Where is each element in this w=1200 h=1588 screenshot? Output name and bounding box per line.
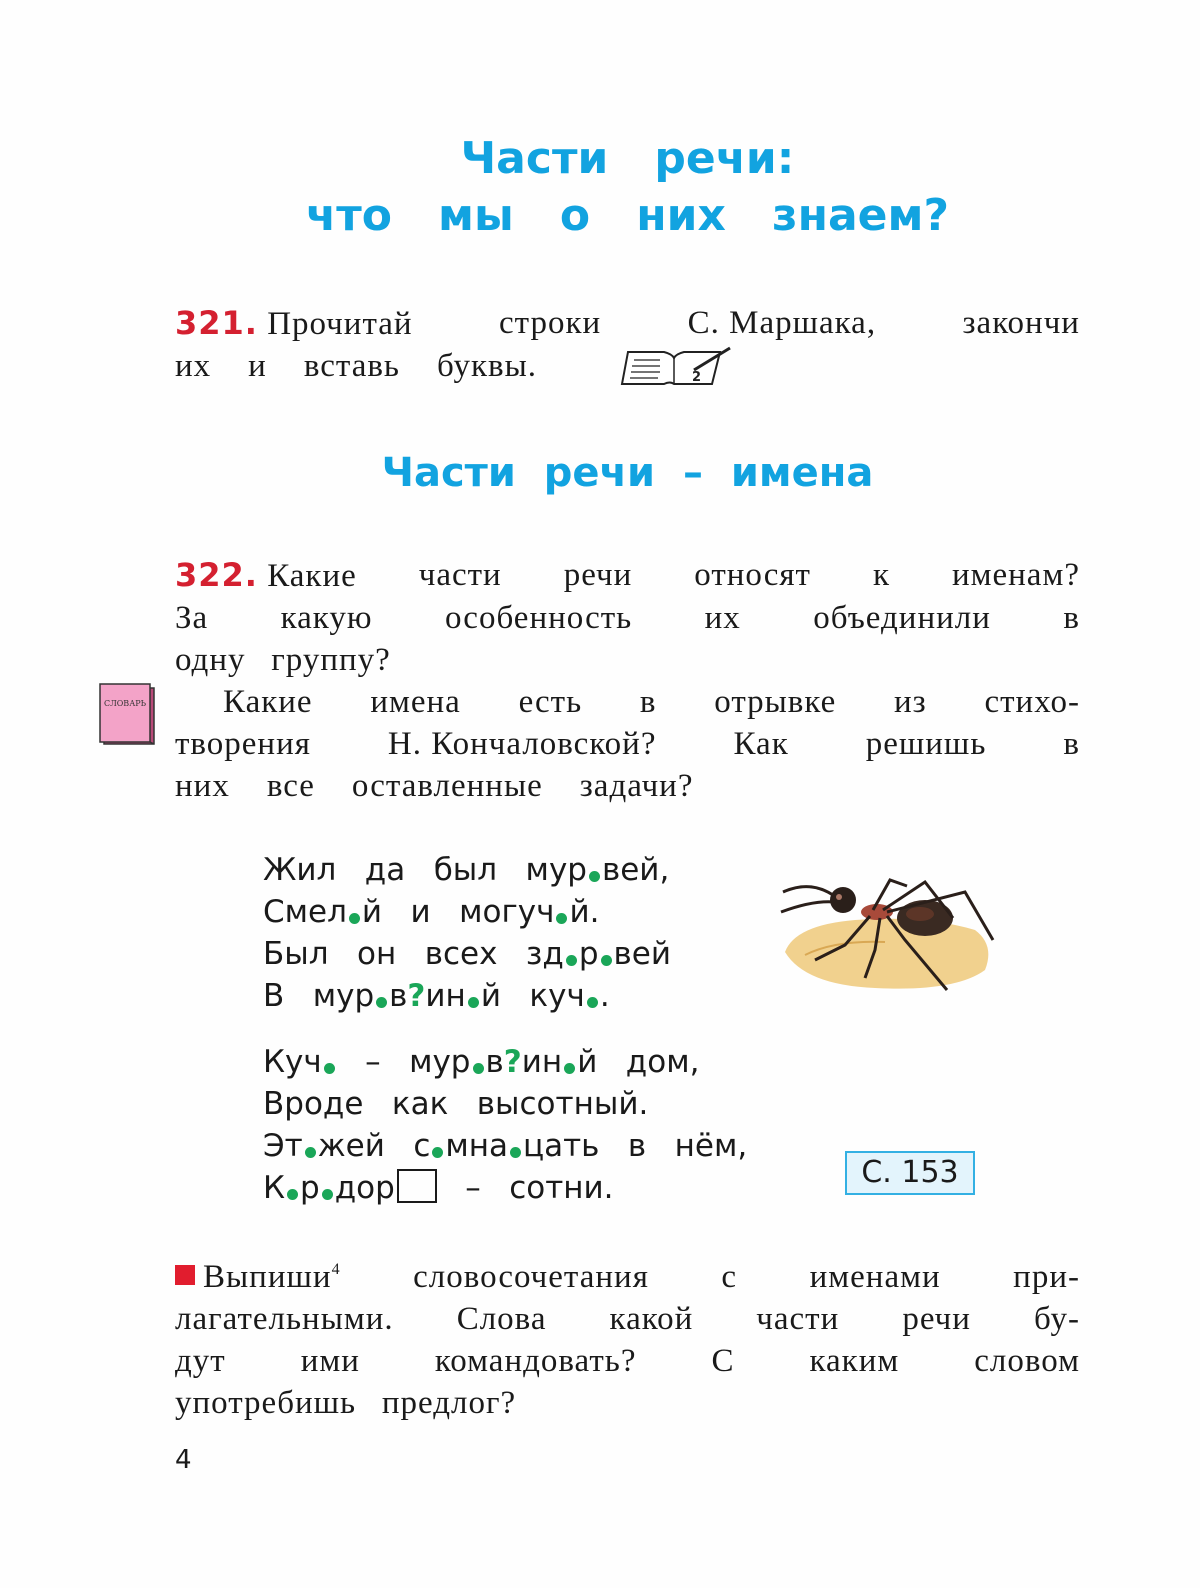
poem-text: р (578, 936, 599, 972)
word: командовать? (434, 1343, 637, 1379)
task-block (175, 1256, 1080, 1424)
poem-text: Эт (263, 1128, 303, 1164)
exercise-number: 321. (175, 304, 258, 342)
word: буквы. (436, 348, 538, 384)
word: части (418, 557, 502, 593)
word: все (266, 768, 315, 804)
word: стихо- (984, 684, 1080, 720)
poem-text: й и могуч (361, 894, 555, 930)
word: них (175, 768, 230, 804)
word: именам? (951, 557, 1080, 593)
poem-text: дор (334, 1170, 395, 1206)
word: именами (809, 1259, 941, 1295)
poem-text: й куч (480, 978, 585, 1014)
dictionary-book-icon (98, 682, 158, 748)
missing-letter-dot (601, 955, 612, 966)
word: и (248, 348, 267, 384)
word: при- (1013, 1259, 1080, 1295)
word: С (711, 1343, 735, 1379)
word: в (639, 684, 657, 720)
poem-text: Был он всех зд (263, 936, 564, 972)
poem-text: . (599, 978, 610, 1014)
workbook-label: 2 (692, 370, 702, 385)
exercise-number: 322. (175, 556, 258, 594)
word: имена (370, 684, 461, 720)
word: в (1063, 600, 1080, 636)
word: Как (733, 726, 789, 762)
text-line: одну группу? (175, 642, 391, 678)
dictionary-label: СЛОВАРЬ (103, 699, 147, 708)
word: Какие (223, 684, 313, 720)
poem-text: й дом, (577, 1044, 700, 1080)
poem-text: в (485, 1044, 504, 1080)
poem-text: вей, (601, 852, 670, 888)
word: каким (809, 1343, 900, 1379)
question-mark-marker: ? (407, 978, 426, 1014)
poem-text: – мур (336, 1044, 471, 1080)
missing-letter-dot (287, 1189, 298, 1200)
missing-letter-dot (589, 871, 600, 882)
missing-letter-dot (510, 1147, 521, 1158)
page-number: 4 (175, 1445, 192, 1475)
word: их (704, 600, 741, 636)
poem-text: цать в нём, (523, 1128, 748, 1164)
word: За (175, 600, 209, 636)
poem-text: ин (521, 1044, 563, 1080)
missing-letter-dot (322, 1189, 333, 1200)
word: лагательными. (175, 1301, 394, 1337)
word: вставь (303, 348, 400, 384)
poem-text: Вроде как высотный. (263, 1086, 649, 1122)
word: ими (300, 1343, 360, 1379)
word: задачи? (579, 768, 694, 804)
missing-letters-box (397, 1169, 437, 1203)
word: из (894, 684, 927, 720)
word: их (175, 348, 212, 384)
word: с (721, 1259, 738, 1295)
page-reference-box: С. 153 (845, 1151, 975, 1195)
word: к (872, 557, 890, 593)
missing-letter-dot (473, 1063, 484, 1074)
word: словом (974, 1343, 1080, 1379)
section-subtitle: Части речи – имена (381, 450, 874, 496)
word: есть (518, 684, 583, 720)
chapter-title-line2: что мы о них знаем? (306, 190, 949, 241)
ant-illustration (775, 870, 1000, 1000)
word: отрывке (714, 684, 837, 720)
poem-text: В мур (263, 978, 375, 1014)
poem-text: й. (569, 894, 600, 930)
poem-text: жей с (317, 1128, 431, 1164)
poem-text: Жил да был мур (263, 852, 587, 888)
word: какой (609, 1301, 694, 1337)
word: особенность (444, 600, 633, 636)
word: Прочитай (267, 306, 413, 342)
word: бу- (1033, 1301, 1080, 1337)
missing-letter-dot (587, 997, 598, 1008)
word: решишь (865, 726, 987, 762)
poem-text: р (300, 1170, 320, 1206)
poem-stanza-1 (263, 849, 671, 1017)
word: С. Маршака, (687, 305, 877, 341)
word: Слова (456, 1301, 547, 1337)
poem-text: в (389, 978, 408, 1014)
word: речи (563, 557, 633, 593)
poem-text: мна (445, 1128, 509, 1164)
word: части (756, 1301, 840, 1337)
word: творения (175, 726, 311, 762)
exercise-322 (175, 554, 1080, 807)
poem-text: – сотни. (436, 1170, 614, 1206)
word: оставленные (351, 768, 543, 804)
word: закончи (962, 305, 1080, 341)
word: словосочетания (413, 1259, 649, 1295)
task-marker-icon (175, 1265, 195, 1285)
word: относят (694, 557, 811, 593)
missing-letter-dot (564, 1063, 575, 1074)
text-line: употребишь предлог? (175, 1385, 517, 1421)
question-mark-marker: ? (503, 1044, 522, 1080)
poem-text: вей (613, 936, 671, 972)
word: какую (280, 600, 373, 636)
word: речи (902, 1301, 971, 1337)
word: объединили (813, 600, 991, 636)
poem-text: ин (425, 978, 466, 1014)
poem-text: Смел (263, 894, 347, 930)
word: Н. Кончаловской? (387, 726, 657, 762)
missing-letter-dot (305, 1147, 316, 1158)
missing-letter-dot (432, 1147, 443, 1158)
chapter-title-line1: Части речи: (460, 133, 795, 184)
workbook-icon (620, 344, 732, 388)
word: Какие (267, 558, 357, 594)
missing-letter-dot (556, 913, 567, 924)
missing-letter-dot (376, 997, 387, 1008)
word: строки (499, 305, 602, 341)
word: дут (175, 1343, 226, 1379)
poem-stanza-2 (263, 1041, 747, 1209)
missing-letter-dot (566, 955, 577, 966)
missing-letter-dot (468, 997, 479, 1008)
poem-text: К (263, 1170, 286, 1206)
word: в (1063, 726, 1080, 762)
poem-text: Куч (263, 1044, 322, 1080)
word: Выпиши (203, 1259, 332, 1295)
superscript-number: 4 (331, 1261, 341, 1278)
missing-letter-dot (324, 1063, 335, 1074)
missing-letter-dot (349, 913, 360, 924)
